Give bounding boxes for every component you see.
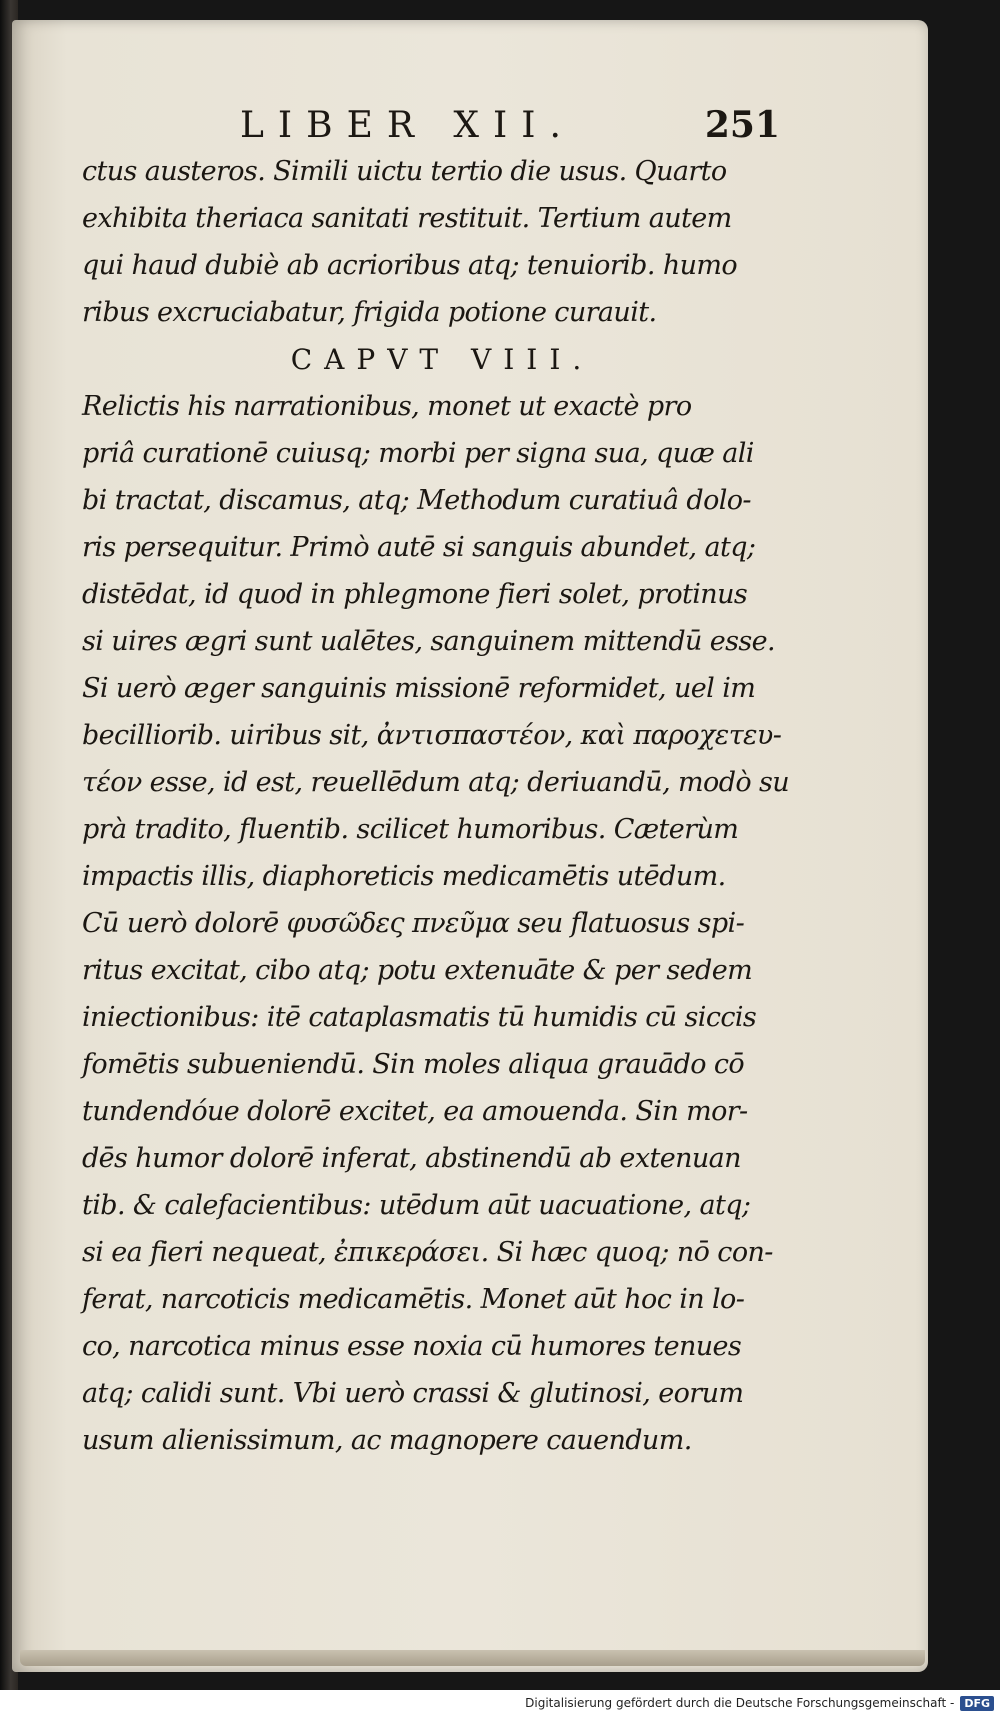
text-line: co, narcotica minus esse noxia cū humores tenues	[82, 1331, 742, 1362]
running-title: LIBER XII.	[240, 104, 575, 146]
chapter-heading: CAPVT VIII.	[290, 343, 594, 376]
credit-text: Digitalisierung gefördert durch die Deutsche Forschungsgemeinschaft -	[525, 1696, 955, 1710]
text-line: qui haud dubiè ab acrioribus atq; tenuiorib. humo	[82, 250, 738, 281]
text-line: ferat, narcoticis medicamētis. Monet aūt hoc in lo-	[82, 1284, 745, 1315]
text-line: Si uerò æger sanguinis missionē reformidet, uel im	[82, 673, 756, 704]
text-line: Cū uerò dolorē φυσῶδες πνεῦμα seu flatuosus spi-	[82, 908, 745, 939]
text-line: Relictis his narrationibus, monet ut exactè pro	[82, 391, 692, 422]
text-line: tib. & calefacientibus: utēdum aūt uacuatione, atq;	[82, 1190, 751, 1221]
digitization-credit	[525, 1692, 994, 1714]
text-line: iniectionibus: itē cataplasmatis tū humidis cū siccis	[82, 1002, 757, 1033]
page-edge	[20, 1650, 925, 1666]
text-line: distēdat, id quod in phlegmone fieri solet, protinus	[82, 579, 748, 610]
page-body	[82, 148, 802, 1464]
text-line: prà tradito, fluentib. scilicet humoribus. Cæterùm	[82, 814, 739, 845]
text-line: usum alienissimum, ac magnopere cauendum.	[82, 1425, 692, 1456]
text-line: ctus austeros. Simili uictu tertio die usus. Quarto	[82, 156, 727, 187]
text-line: bi tractat, discamus, atq; Methodum curatiuâ dolo-	[82, 485, 751, 516]
text-line: si ea fieri nequeat, ἐπικεράσει. Si hæc quoq; nō con-	[82, 1237, 773, 1268]
text-line: τέον esse, id est, reuellēdum atq; deriuandū, modò su	[82, 767, 790, 798]
page-header	[240, 100, 780, 150]
text-line: ris persequitur. Primò autē si sanguis abundet, atq;	[82, 532, 756, 563]
dfg-logo: DFG	[960, 1696, 994, 1711]
text-line: becilliorib. uiribus sit, ἀντισπαστέον, καὶ παροχετευ-	[82, 720, 782, 751]
text-line: dēs humor dolorē inferat, abstinendū ab extenuan	[82, 1143, 741, 1174]
text-line: ribus excruciabatur, frigida potione curauit.	[82, 297, 657, 328]
text-line: impactis illis, diaphoreticis medicamētis utēdum.	[82, 861, 726, 892]
page-number: 251	[704, 104, 780, 146]
text-line: exhibita theriaca sanitati restituit. Tertium autem	[82, 203, 732, 234]
text-line: priâ curationē cuiusq; morbi per signa sua, quæ ali	[82, 438, 754, 469]
text-line: fomētis subueniendū. Sin moles aliqua grauādo cō	[82, 1049, 745, 1080]
text-line: si uires ægri sunt ualētes, sanguinem mittendū esse.	[82, 626, 776, 657]
text-line: atq; calidi sunt. Vbi uerò crassi & glutinosi, eorum	[82, 1378, 744, 1409]
text-line: tundendóue dolorē excitet, ea amouenda. Sin mor-	[82, 1096, 748, 1127]
text-line: ritus excitat, cibo atq; potu extenuāte & per sedem	[82, 955, 753, 986]
